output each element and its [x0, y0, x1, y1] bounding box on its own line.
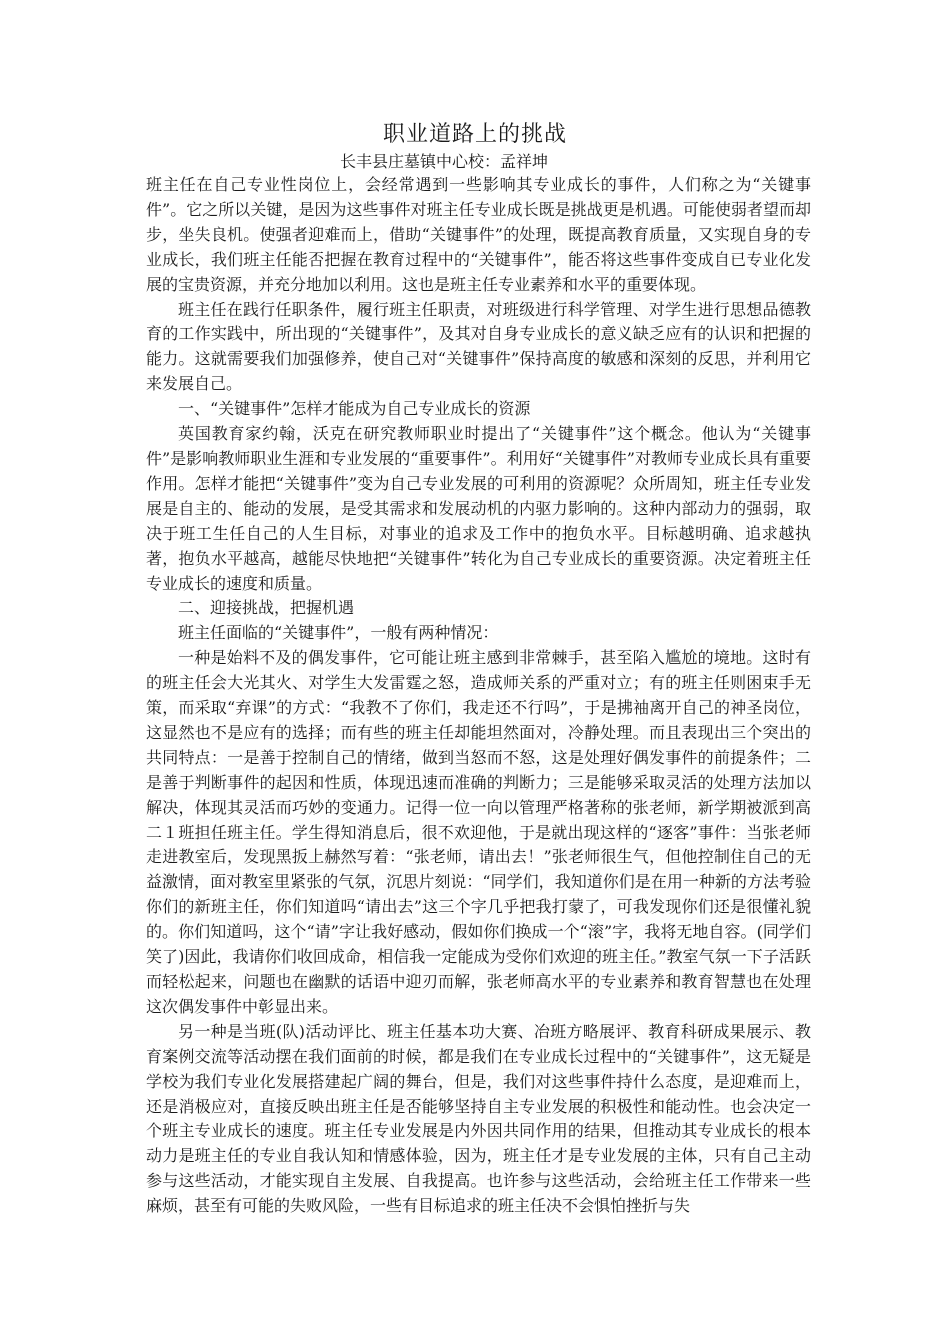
paragraph: 一种是始料不及的偶发事件，它可能让班主感到非常棘手，甚至陷入尴尬的境地。这时有的班主任会大光其火、对学生大发雷霆之怒，造成师关系的严重对立；有的班主任则困束手无策，而采取“弃课”的方式：“我教不了你们，我走还不行吗”，于是拂袖离开自己的神圣岗位，这显然也不是应有的选择；而有些的班主任却能坦然面对，冷静处理。而且表现出三个突出的共同特点：一是善于控制自己的情绪，做到当怒而不怒，这是处理好偶发事件的前提条件；二是善于判断事件的起因和性质，体现迅速而准确的判断力；三是能够采取灵活的处理方法加以解决，体现其灵活而巧妙的变通力。记得一位一向以管理严格著称的张老师，新学期被派到高二１班担任班主任。学生得知消息后，很不欢迎他，于是就出现这样的“逐客”事件：当张老师走进教室后，发现黑扳上赫然写着：“张老师，请出去！”张老师很生气，但他控制住自己的无益激情，面对教室里紧张的气氛，沉思片刻说：“同学们，我知道你们是在用一种新的方法考验你们的新班主任，你们知道吗“请出去”这三个字几乎把我打蒙了，可我发现你们还是很懂礼貌的。你们知道吗，这个“请”字让我好感动，假如你们换成一个“滚”字，我将无地自容。(同学们笑了)因此，我请你们收回成命，相信我一定能成为受你们欢迎的班主任。”教室气氛一下子活跃而轻松起来，问题也在幽默的话语中迎刃而解，张老师高水平的专业素养和教育智慧也在处理这次偶发事件中彰显出来。	[146, 648, 811, 1016]
paragraph: 另一种是当班(队)活动评比、班主任基本功大赛、冶班方略展评、教育科研成果展示、教育案例交流等活动摆在我们面前的时候，都是我们在专业成长过程中的“关键事件”，这无疑是学校为我们专业化发展搭建起广阔的舞台，但是，我们对这些事件持什么态度，是迎难而上，还是消极应对，直接反映出班主任是否能够坚持自主专业发展的积极性和能动性。也会决定一个班主专业成长的速度。班主任专业发展是内外因共同作用的结果，但推动其专业成长的根本动力是班主任的专业自我认知和情感体验，因为，班主任才是专业发展的主体，只有自己主动参与这些活动，才能实现自主发展、自我提高。也许参与这些活动，会给班主任工作带来一些麻烦，甚至有可能的失败风险，一些有目标追求的班主任决不会惧怕挫折与失	[146, 1021, 811, 1216]
author-line: 长丰县庄墓镇中心校：孟祥坤	[340, 152, 549, 171]
paragraph: 英国教育家约翰，沃克在研究教师职业时提出了“关键事件”这个概念。他认为“关键事件”是影响教师职业生涯和专业发展的“重要事件”。利用好“关键事件”对教师专业成长具有重要作用。怎样才能把“关键事件”变为自己专业发展的可利用的资源呢？众所周知，班主任专业发展是自主的、能动的发展，是受其需求和发展动机的内驱力影响的。这种内部动力的强弱，取决于班工生任自己的人生目标，对事业的追求及工作中的抱负水平。目标越明确、追求越执著，抱负水平越高，越能尽快地把“关键事件”转化为自己专业成长的重要资源。决定着班主任专业成长的速度和质量。	[146, 424, 811, 593]
paragraph: 班主任面临的“关键事件”，一般有两种情况：	[178, 623, 499, 643]
paragraph: 二、迎接挑战，把握机遇	[178, 598, 355, 618]
paragraph: 班主任在践行任职条件，履行班主任职责，对班级进行科学管理、对学生进行思想品德教育的工作实践中，所出现的“关键事件”，及其对自身专业成长的意义缺乏应有的认识和把握的能力。这就需要我们加强修养，使自己对“关键事件”保持高度的敏感和深刻的反思，并利用它来发展自己。	[146, 299, 811, 394]
document-title: 职业道路上的挑战	[382, 122, 567, 147]
paragraph: 班主任在自己专业性岗位上，会经常遇到一些影响其专业成长的事件，人们称之为“关键事件”。它之所以关键，是因为这些事件对班主任专业成长既是挑战更是机遇。可能使弱者望而却步，坐失良机。使强者迎难而上，借助“关键事件”的处理，既提高教育质量，又实现自身的专业成长，我们班主任能否把握在教育过程中的“关键事件”，能否将这些事件变成自已专业化发展的宝贵资源，并充分地加以利用。这也是班主任专业素养和水平的重要体现。	[146, 175, 811, 294]
document-body	[146, 173, 811, 1219]
paragraph: 一、“关键事件”怎样才能成为自己专业成长的资源	[178, 399, 531, 419]
